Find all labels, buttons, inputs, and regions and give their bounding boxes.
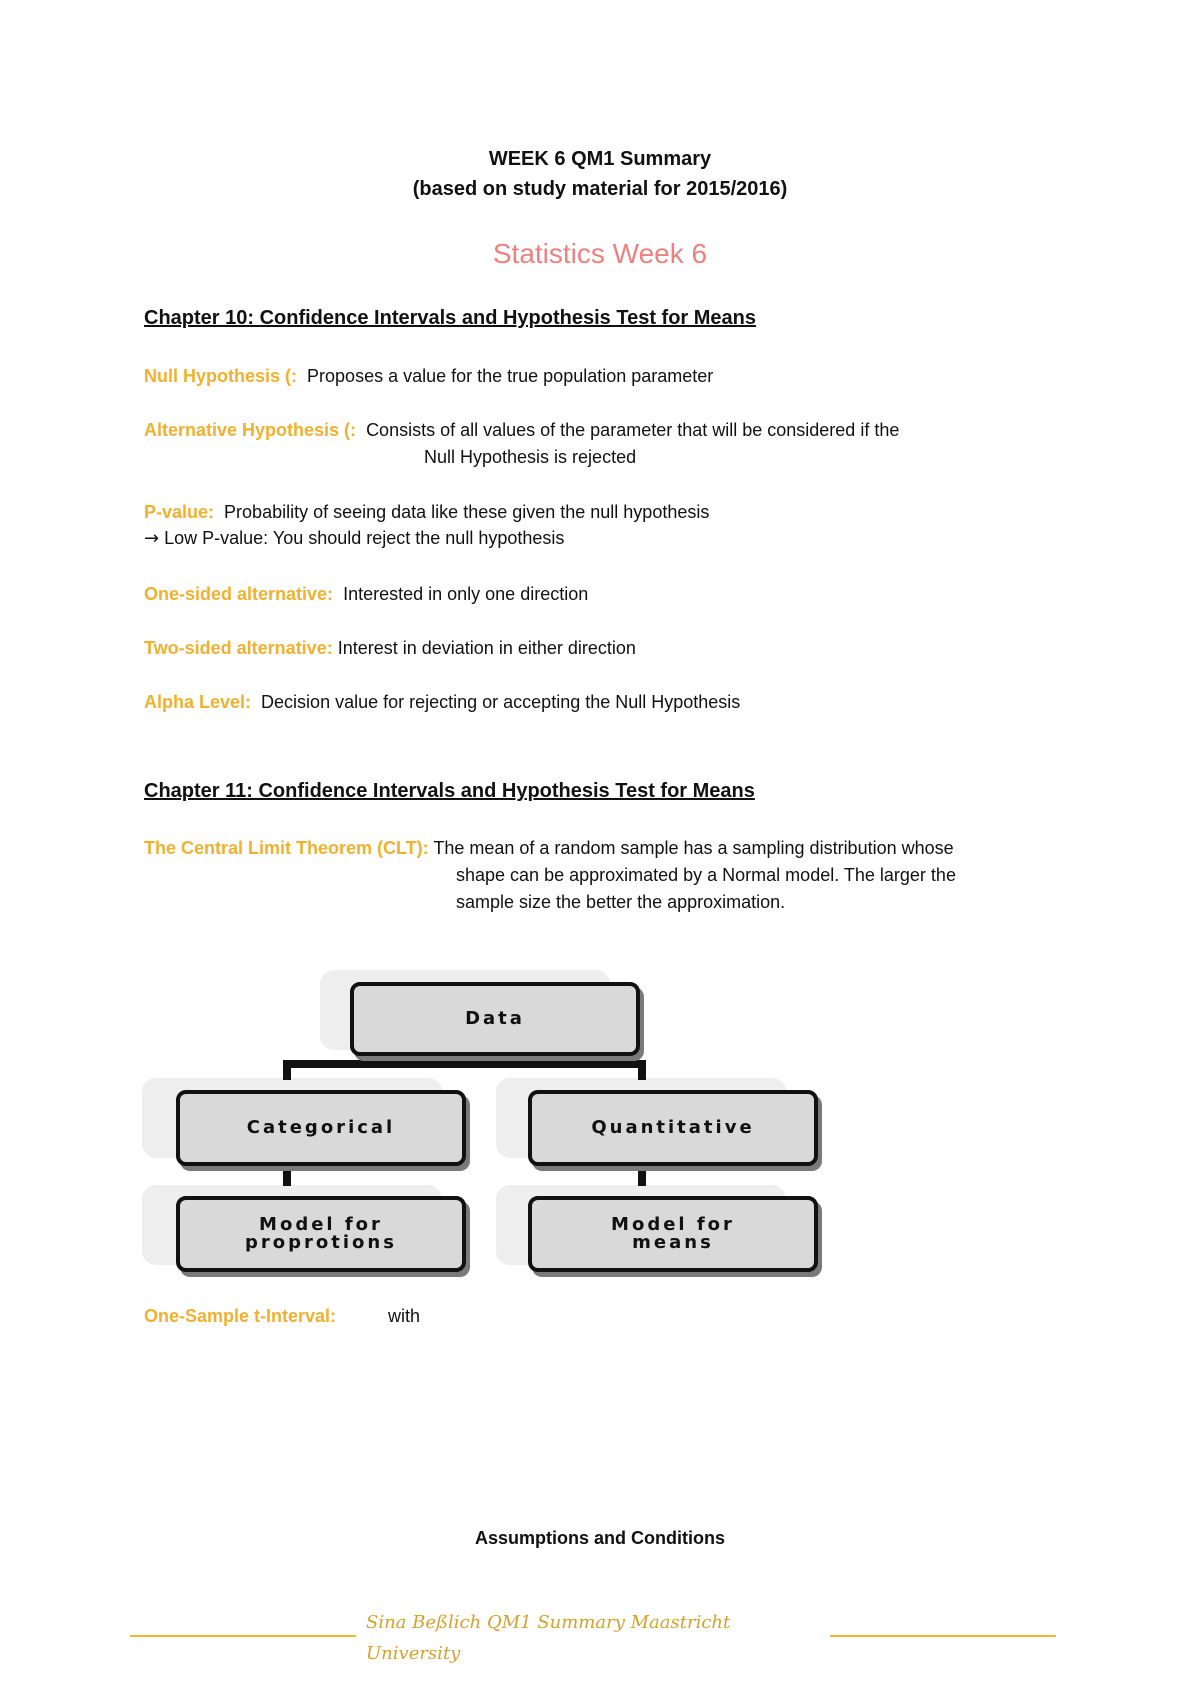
clt-continuation-1: shape can be approximated by a Normal model. The larger the — [456, 865, 956, 885]
node-label-line: proprotions — [245, 1232, 397, 1253]
diagram-node-data: Data — [350, 982, 640, 1056]
t-interval-term — [144, 1306, 336, 1327]
p-value-note — [144, 528, 564, 549]
term-label: Two-sided alternative: — [144, 638, 333, 658]
one-sided-line — [144, 584, 588, 605]
definition-continuation: Null Hypothesis is rejected — [424, 447, 637, 467]
term-label: The Central Limit Theorem (CLT): — [144, 838, 429, 858]
term-label: Alternative Hypothesis (: — [144, 420, 357, 440]
chapter-11-heading: Chapter 11: Confidence Intervals and Hypothesis Test for Means — [144, 780, 755, 802]
definition-text: Proposes a value for the true population parameter — [307, 366, 714, 386]
diagram-node-categorical: Categorical — [176, 1090, 466, 1166]
definition-text: Consists of all values of the parameter that will be considered if the — [366, 420, 900, 440]
connector-line — [638, 1060, 646, 1080]
term-label: Null Hypothesis (: — [144, 366, 298, 386]
term-label: Alpha Level: — [144, 692, 252, 712]
document-subtitle: (based on study material for 2015/2016) — [412, 178, 788, 200]
connector-line — [283, 1060, 646, 1068]
definition-text: Decision value for rejecting or accepting the Null Hypothesis — [261, 692, 741, 712]
alternative-hypothesis-line — [144, 420, 899, 441]
definition-text: Interest in deviation in either direction — [337, 638, 636, 658]
term-label: One-sided alternative: — [144, 584, 334, 604]
note-text: Low P-value: You should reject the null hypothesis — [164, 528, 565, 548]
term-label: One-Sample t-Interval: — [144, 1306, 337, 1326]
t-interval-text: with — [388, 1306, 421, 1326]
footer-rule-right — [830, 1635, 1056, 1637]
term-label: P-value: — [144, 502, 215, 522]
diagram-node-quantitative: Quantitative — [528, 1090, 818, 1166]
definition-text: The mean of a random sample has a sampling distribution whose — [433, 838, 954, 858]
clt-line — [144, 838, 954, 859]
page-title: Statistics Week 6 — [492, 238, 708, 269]
chapter-10-heading: Chapter 10: Confidence Intervals and Hypothesis Test for Means — [144, 307, 756, 329]
assumptions-heading: Assumptions and Conditions — [475, 1528, 725, 1548]
diagram-node-model-proportions — [176, 1196, 466, 1272]
definition-text: Interested in only one direction — [343, 584, 589, 604]
footer-rule-left — [130, 1635, 356, 1637]
document-title: WEEK 6 QM1 Summary — [488, 148, 712, 170]
alpha-level-line — [144, 692, 740, 713]
two-sided-line — [144, 638, 636, 659]
footer-author: Sina Beßlich QM1 Summary Maastricht — [366, 1612, 731, 1633]
node-label-line: Model for — [259, 1214, 383, 1235]
connector-line — [283, 1060, 291, 1080]
diagram-node-model-means — [528, 1196, 818, 1272]
arrow-right-icon: → — [144, 528, 160, 549]
footer-university: University — [366, 1643, 461, 1664]
clt-continuation-2: sample size the better the approximation. — [456, 892, 786, 912]
definition-text: Probability of seeing data like these given the null hypothesis — [224, 502, 710, 522]
node-label-line: means — [632, 1232, 714, 1253]
p-value-line — [144, 502, 709, 523]
node-label-line: Model for — [611, 1214, 735, 1235]
null-hypothesis-line — [144, 366, 713, 387]
